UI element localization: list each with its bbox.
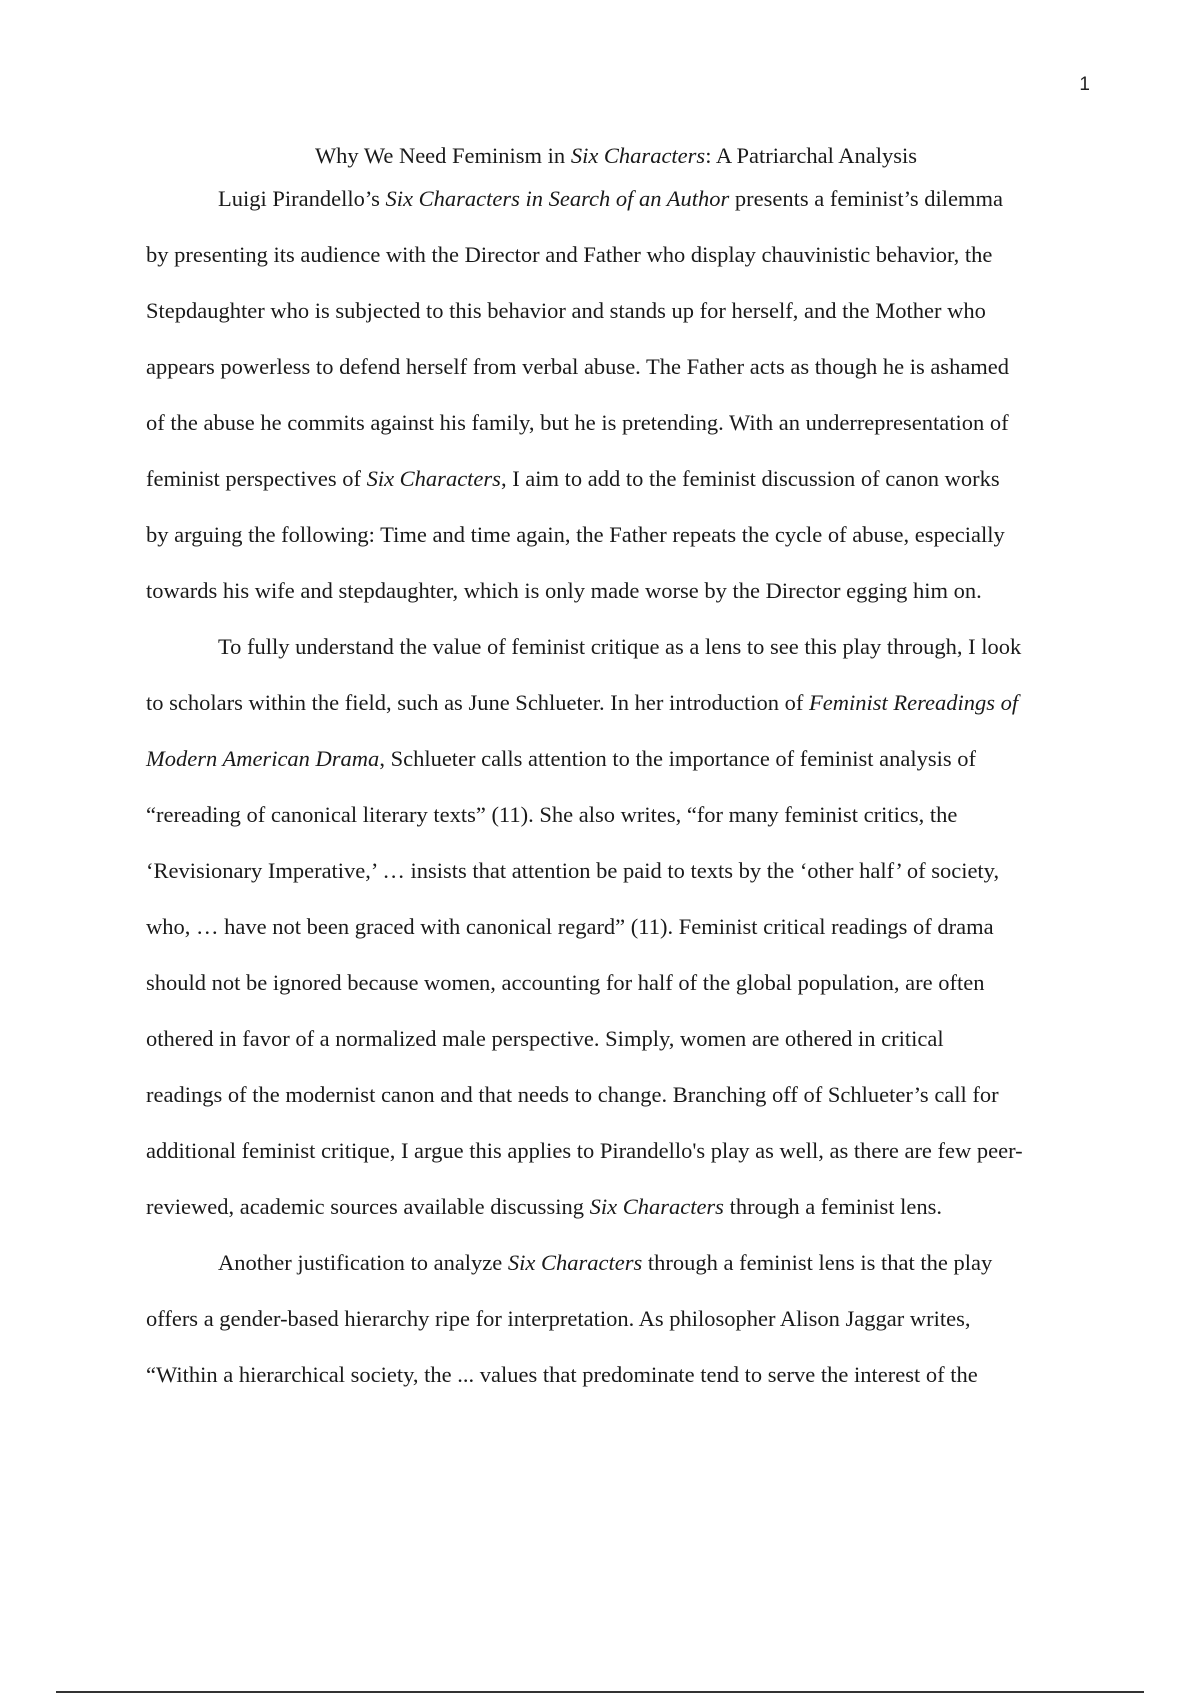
text-run: feminist perspectives of — [146, 466, 367, 491]
italic-play-title: Six Characters — [366, 466, 501, 491]
text-run: through a feminist lens. — [723, 1194, 943, 1219]
paragraph-2-line-10: additional feminist critique, I argue this applies to Pirandello's play as well, as there are few peer- — [146, 1138, 1023, 1163]
title-italic-work: Six Characters — [570, 143, 706, 168]
text-run: reviewed, academic sources available discussing — [146, 1194, 590, 1219]
paragraph-2-line-11 — [146, 1179, 1086, 1235]
paragraph-1-line-4: appears powerless to defend herself from verbal abuse. The Father acts as though he is ashamed — [146, 354, 1010, 379]
paragraph-2-line-9: readings of the modernist canon and that needs to change. Branching off of Schlueter’s call for — [146, 1082, 999, 1107]
text-run: to scholars within the field, such as June Schlueter. In her introduction of — [146, 690, 809, 715]
italic-play-title: Six Characters — [507, 1250, 643, 1275]
text-run: Another justification to analyze — [218, 1250, 508, 1275]
paragraph-2-line-4: “rereading of canonical literary texts” (11). She also writes, “for many feminist critics, the — [146, 802, 958, 827]
paragraph-2-line-7: should not be ignored because women, accounting for half of the global population, are often — [146, 970, 985, 995]
italic-book-title: Modern American Drama — [146, 746, 380, 771]
title-prefix: Why We Need Feminism in — [314, 143, 571, 168]
italic-play-title: Six Characters — [589, 1194, 724, 1219]
paragraph-3-line-3: “Within a hierarchical society, the ... values that predominate tend to serve the interest of the — [146, 1362, 978, 1387]
paragraph-1-line-7: by arguing the following: Time and time again, the Father repeats the cycle of abuse, especially — [146, 522, 1005, 547]
paragraph-1-line-3: Stepdaughter who is subjected to this behavior and stands up for herself, and the Mother who — [146, 298, 986, 323]
paragraph-3-line-2: offers a gender-based hierarchy ripe for interpretation. As philosopher Alison Jaggar writes, — [146, 1306, 971, 1331]
text-run: through a feminist lens is that the play — [642, 1250, 993, 1275]
footer-divider — [56, 1691, 1144, 1693]
text-run: presents a feminist’s dilemma — [729, 186, 1003, 211]
paragraph-1-line-5: of the abuse he commits against his family, but he is pretending. With an underrepresentation of — [146, 410, 1009, 435]
essay-body — [146, 171, 1086, 1403]
paragraph-1-line-2: by presenting its audience with the Director and Father who display chauvinistic behavior, the — [146, 242, 993, 267]
page-number: 1 — [1079, 74, 1090, 95]
paragraph-2-line-6: who, … have not been graced with canonical regard” (11). Feminist critical readings of drama — [146, 914, 994, 939]
paragraph-2-line-8: othered in favor of a normalized male perspective. Simply, women are othered in critical — [146, 1026, 944, 1051]
paragraph-1-line-1 — [146, 171, 1086, 227]
text-run: , I aim to add to the feminist discussion of canon works — [500, 466, 1000, 491]
text-run: , Schlueter calls attention to the importance of feminist analysis of — [379, 746, 977, 771]
paragraph-1-line-6 — [146, 451, 1086, 507]
paragraph-2-line-3 — [146, 731, 1086, 787]
italic-book-title: Feminist Rereadings of — [808, 690, 1019, 715]
text-run: Luigi Pirandello’s — [218, 186, 386, 211]
title-suffix: : A Patriarchal Analysis — [705, 143, 918, 168]
italic-play-title: Six Characters in Search of an Author — [385, 186, 730, 211]
paragraph-2-line-1: To fully understand the value of feminist critique as a lens to see this play through, I look — [218, 634, 1022, 659]
paragraph-3-line-1 — [146, 1235, 1086, 1291]
paragraph-1-line-8: towards his wife and stepdaughter, which is only made worse by the Director egging him on. — [146, 578, 982, 603]
paragraph-2-line-2 — [146, 675, 1086, 731]
paragraph-2-line-5: ‘Revisionary Imperative,’ … insists that attention be paid to texts by the ‘other half’ of society, — [146, 858, 1000, 883]
document-title — [0, 141, 1200, 171]
